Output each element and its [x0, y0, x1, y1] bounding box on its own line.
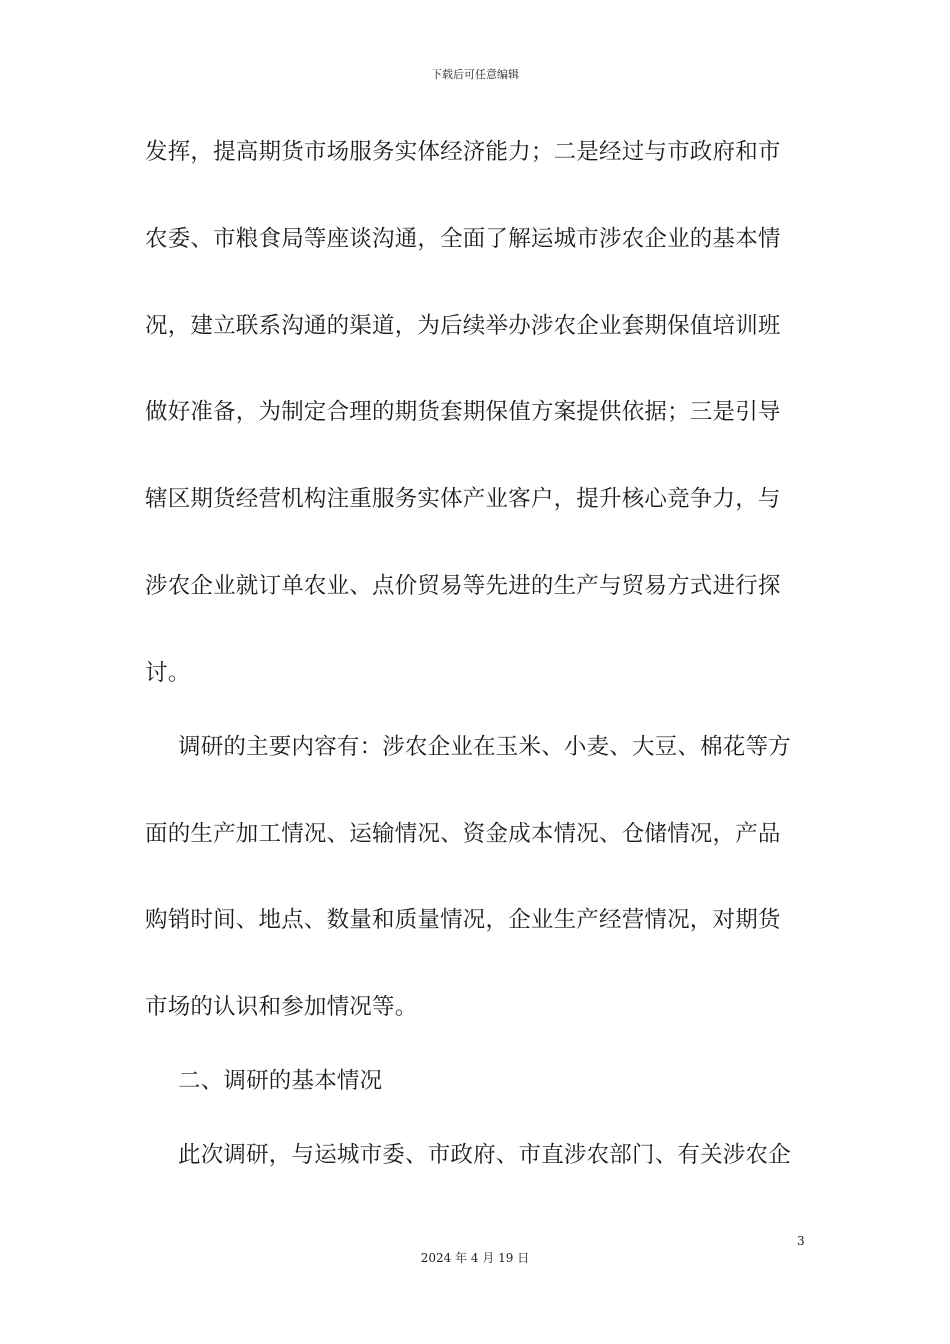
body-line: 农委、市粮食局等座谈沟通，全面了解运城市涉农企业的基本情 [145, 226, 781, 252]
body-line: 辖区期货经营机构注重服务实体产业客户，提升核心竞争力，与 [145, 486, 781, 512]
page-number: 3 [797, 1234, 805, 1248]
body-line: 涉农企业就订单农业、点价贸易等先进的生产与贸易方式进行探 [145, 573, 781, 599]
body-line: 做好准备，为制定合理的期货套期保值方案提供依据；三是引导 [145, 399, 781, 425]
body-line: 况，建立联系沟通的渠道，为后续举办涉农企业套期保值培训班 [145, 313, 781, 339]
body-line: 发挥，提高期货市场服务实体经济能力；二是经过与市政府和市 [145, 139, 781, 165]
footer-date: 2024 年 4 月 19 日 [420, 1251, 530, 1265]
paragraph-first-line: 调研的主要内容有：涉农企业在玉米、小麦、大豆、棉花等方 [178, 734, 791, 760]
paragraph-first-line: 此次调研，与运城市委、市政府、市直涉农部门、有关涉农企 [178, 1142, 791, 1168]
section-heading: 二、调研的基本情况 [178, 1068, 383, 1094]
body-line: 购销时间、地点、数量和质量情况，企业生产经营情况，对期货 [145, 907, 781, 933]
body-line: 市场的认识和参加情况等。 [145, 994, 418, 1020]
body-line: 讨。 [145, 660, 191, 686]
header-note: 下载后可任意编辑 [431, 68, 519, 81]
body-line: 面的生产加工情况、运输情况、资金成本情况、仓储情况，产品 [145, 821, 781, 847]
